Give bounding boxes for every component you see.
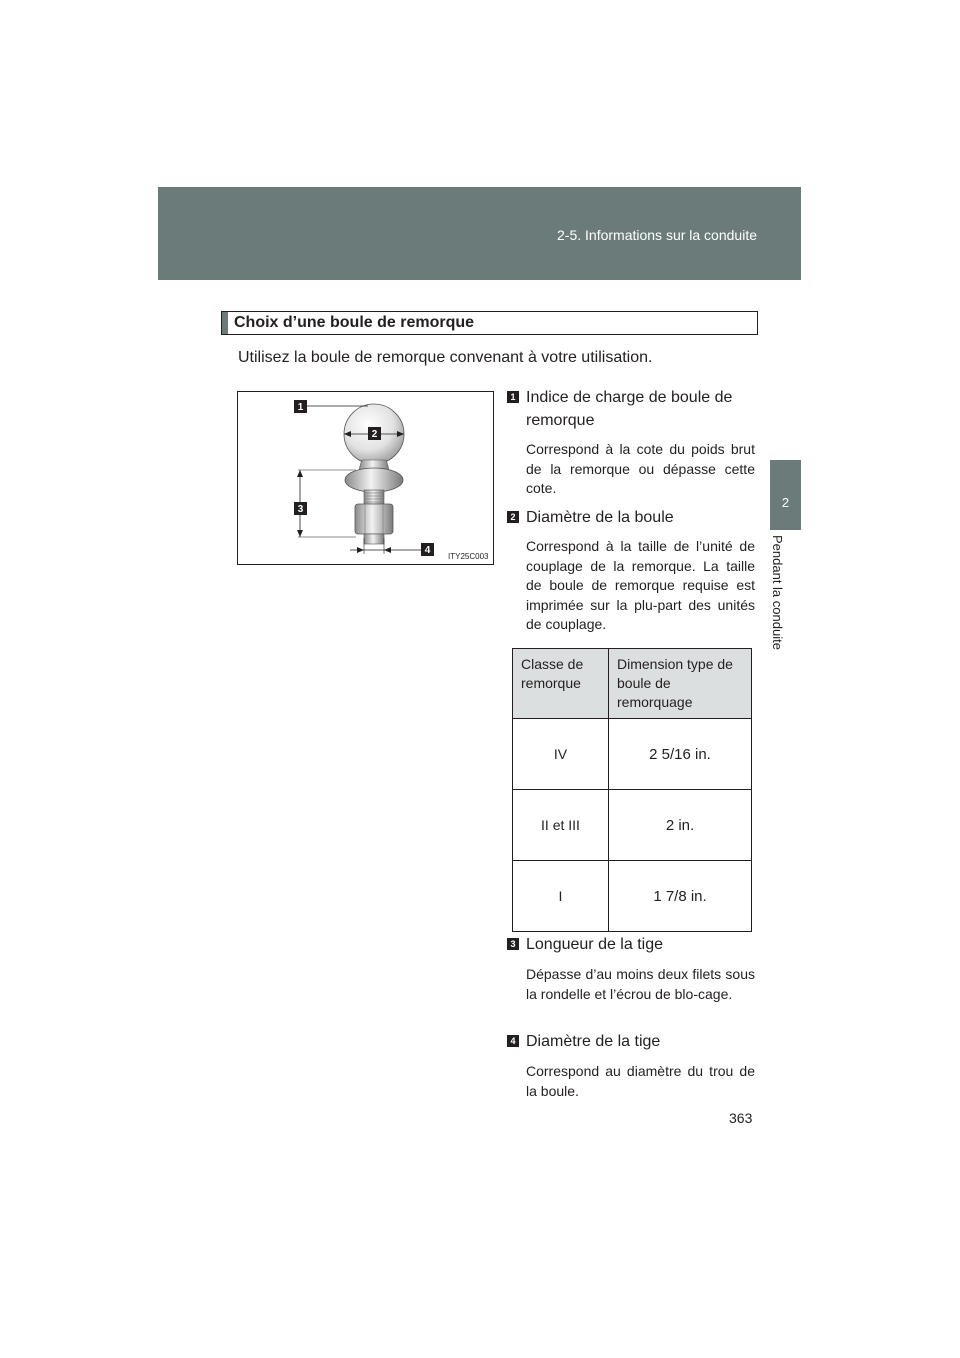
item-3-heading: [507, 933, 757, 956]
chapter-label: Pendant la conduite: [770, 535, 785, 650]
item-badge-3: 3: [507, 938, 519, 950]
callout-2: 2: [371, 429, 378, 440]
table-cell-class: IV: [513, 719, 609, 790]
item-4-heading: [507, 1030, 757, 1053]
item-2-body: Correspond à la taille de l’unité de couplage de la remorque. La taille de boule de remorque requise est imprimée sur la plu-part des unités de couplage.: [526, 538, 755, 632]
table-cell-dimension: 2 5/16 in.: [609, 719, 752, 790]
table-header-class: Classe de remorque: [513, 649, 609, 719]
item-badge-1: 1: [507, 391, 519, 403]
item-2-title: Diamètre de la boule: [526, 509, 674, 526]
callout-3: 3: [297, 504, 304, 515]
callout-1: 1: [297, 402, 304, 413]
title-accent-bar: [222, 312, 228, 334]
chapter-tab[interactable]: [770, 460, 801, 530]
table-cell-dimension: 2 in.: [609, 790, 752, 861]
item-3-title: Longueur de la tige: [526, 936, 663, 953]
section-title: Choix d’une boule de remorque: [234, 314, 475, 331]
item-4-body: Correspond au diamètre du trou de la boule.: [526, 1063, 755, 1099]
trailer-ball-figure: [237, 391, 494, 565]
nut-shape: [355, 504, 393, 534]
table-cell-class: I: [513, 861, 609, 932]
page-number: 363: [729, 1110, 753, 1126]
section-breadcrumb: 2-5. Informations sur la conduite: [557, 227, 757, 243]
header-band: [158, 187, 801, 280]
item-badge-4: 4: [507, 1035, 519, 1047]
table-row: [513, 790, 752, 861]
figure-code: ITY25C003: [448, 552, 489, 561]
item-badge-2: 2: [507, 511, 519, 523]
table-header-dimension: Dimension type de boule de remorquage: [609, 649, 752, 719]
item-3-body: Dépasse d’au moins deux filets sous la rondelle et l’écrou de blo-cage.: [526, 966, 755, 1002]
table-row: [513, 719, 752, 790]
item-1-title: Indice de charge de boule de remorque: [526, 389, 733, 429]
ball-size-table: [512, 648, 752, 932]
table-cell-class: II et III: [513, 790, 609, 861]
item-1-body: Correspond à la cote du poids brut de la remorque ou dépasse cette cote.: [526, 441, 755, 496]
table-header-row: [513, 649, 752, 719]
chapter-number: 2: [781, 495, 790, 510]
table-row: [513, 861, 752, 932]
item-2-heading: [507, 506, 757, 529]
chapter-label-container: [770, 535, 797, 695]
section-title-box: [221, 311, 758, 335]
item-1-heading: [507, 386, 757, 432]
item-4-title: Diamètre de la tige: [526, 1033, 661, 1050]
trailer-ball-illustration: [238, 392, 493, 564]
callout-4: 4: [424, 545, 431, 556]
table-cell-dimension: 1 7/8 in.: [609, 861, 752, 932]
flange-shape: [345, 468, 403, 492]
intro-text: Utilisez la boule de remorque convenant à votre utilisation.: [238, 349, 653, 366]
